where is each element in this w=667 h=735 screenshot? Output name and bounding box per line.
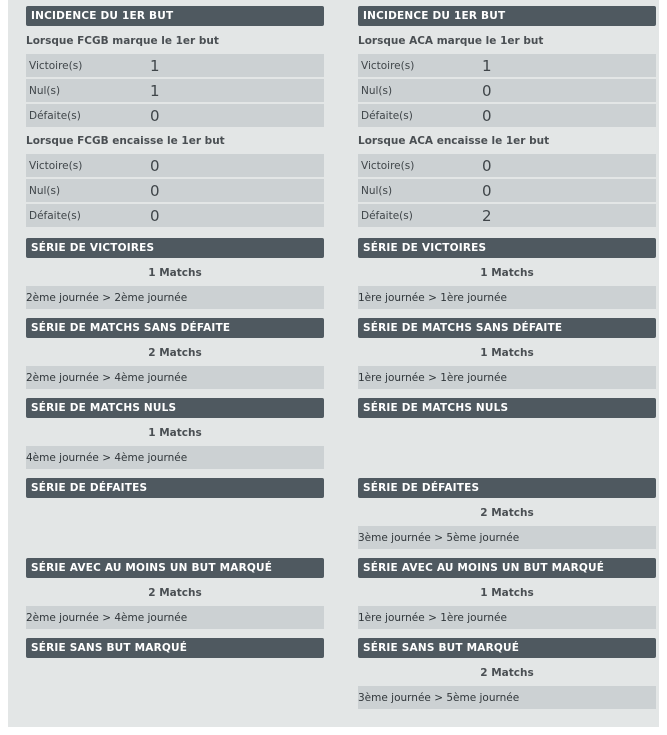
stat-label: Victoire(s) bbox=[361, 60, 415, 72]
series-header-scored: SÉRIE AVEC AU MOINS UN BUT MARQUÉ bbox=[26, 558, 324, 578]
series-count: 2 Matchs bbox=[148, 587, 202, 599]
series-header-draws: SÉRIE DE MATCHS NULS bbox=[26, 398, 324, 418]
series-header-scored: SÉRIE AVEC AU MOINS UN BUT MARQUÉ bbox=[358, 558, 656, 578]
series-range: 4ème journée > 4ème journée bbox=[26, 446, 324, 469]
series-count: 2 Matchs bbox=[148, 347, 202, 359]
series-range: 3ème journée > 5ème journée bbox=[358, 526, 656, 549]
series-header-unbeaten: SÉRIE DE MATCHS SANS DÉFAITE bbox=[358, 318, 656, 338]
concedes-first-subtitle: Lorsque FCGB encaisse le 1er but bbox=[26, 135, 225, 147]
stat-value: 1 bbox=[482, 57, 492, 75]
series-count: 1 Matchs bbox=[480, 347, 534, 359]
series-count: 2 Matchs bbox=[480, 667, 534, 679]
stat-label: Défaite(s) bbox=[29, 110, 81, 122]
stat-row-draws bbox=[26, 79, 324, 102]
series-header-wins: SÉRIE DE VICTOIRES bbox=[26, 238, 324, 258]
stat-label: Victoire(s) bbox=[29, 60, 83, 72]
stat-label: Nul(s) bbox=[29, 85, 61, 97]
series-range: 2ème journée > 2ème journée bbox=[26, 286, 324, 309]
stat-value: 1 bbox=[150, 82, 160, 100]
scores-first-subtitle: Lorsque ACA marque le 1er but bbox=[358, 35, 544, 47]
stat-value: 0 bbox=[150, 107, 160, 125]
stat-label: Défaite(s) bbox=[361, 210, 413, 222]
stat-value: 0 bbox=[150, 182, 160, 200]
stat-label: Victoire(s) bbox=[361, 160, 415, 172]
stat-label: Défaite(s) bbox=[29, 210, 81, 222]
stat-label: Victoire(s) bbox=[29, 160, 83, 172]
series-header-wins: SÉRIE DE VICTOIRES bbox=[358, 238, 656, 258]
series-count: 1 Matchs bbox=[148, 427, 202, 439]
stats-panel bbox=[8, 0, 659, 727]
series-range: 2ème journée > 4ème journée bbox=[26, 606, 324, 629]
series-count: 1 Matchs bbox=[480, 587, 534, 599]
stat-label: Défaite(s) bbox=[361, 110, 413, 122]
incidence-header: INCIDENCE DU 1ER BUT bbox=[358, 6, 656, 26]
incidence-header: INCIDENCE DU 1ER BUT bbox=[26, 6, 324, 26]
stat-value: 2 bbox=[482, 207, 492, 225]
scores-first-subtitle: Lorsque FCGB marque le 1er but bbox=[26, 35, 219, 47]
series-range: 1ère journée > 1ère journée bbox=[358, 606, 656, 629]
stat-row-wins bbox=[26, 154, 324, 177]
stat-row-losses bbox=[26, 204, 324, 227]
series-header-losses: SÉRIE DE DÉFAITES bbox=[358, 478, 656, 498]
stat-row-losses bbox=[26, 104, 324, 127]
stat-row-draws bbox=[358, 79, 656, 102]
series-header-unbeaten: SÉRIE DE MATCHS SANS DÉFAITE bbox=[26, 318, 324, 338]
stat-row-wins bbox=[26, 54, 324, 77]
series-header-draws: SÉRIE DE MATCHS NULS bbox=[358, 398, 656, 418]
series-header-no-goal: SÉRIE SANS BUT MARQUÉ bbox=[26, 638, 324, 658]
series-range: 3ème journée > 5ème journée bbox=[358, 686, 656, 709]
series-range: 1ère journée > 1ère journée bbox=[358, 286, 656, 309]
stat-value: 0 bbox=[150, 207, 160, 225]
stat-value: 0 bbox=[482, 182, 492, 200]
stat-value: 0 bbox=[482, 157, 492, 175]
stat-row-wins bbox=[358, 154, 656, 177]
series-header-losses: SÉRIE DE DÉFAITES bbox=[26, 478, 324, 498]
stat-value: 0 bbox=[482, 107, 492, 125]
stat-label: Nul(s) bbox=[361, 185, 393, 197]
concedes-first-subtitle: Lorsque ACA encaisse le 1er but bbox=[358, 135, 550, 147]
stat-row-losses bbox=[358, 104, 656, 127]
stat-row-wins bbox=[358, 54, 656, 77]
stat-label: Nul(s) bbox=[29, 185, 61, 197]
series-count: 1 Matchs bbox=[148, 267, 202, 279]
series-count: 2 Matchs bbox=[480, 507, 534, 519]
stat-value: 1 bbox=[150, 57, 160, 75]
stat-value: 0 bbox=[482, 82, 492, 100]
series-range: 1ère journée > 1ère journée bbox=[358, 366, 656, 389]
series-range: 2ème journée > 4ème journée bbox=[26, 366, 324, 389]
stat-value: 0 bbox=[150, 157, 160, 175]
series-header-no-goal: SÉRIE SANS BUT MARQUÉ bbox=[358, 638, 656, 658]
stat-row-losses bbox=[358, 204, 656, 227]
stat-row-draws bbox=[358, 179, 656, 202]
stat-row-draws bbox=[26, 179, 324, 202]
stat-label: Nul(s) bbox=[361, 85, 393, 97]
series-count: 1 Matchs bbox=[480, 267, 534, 279]
